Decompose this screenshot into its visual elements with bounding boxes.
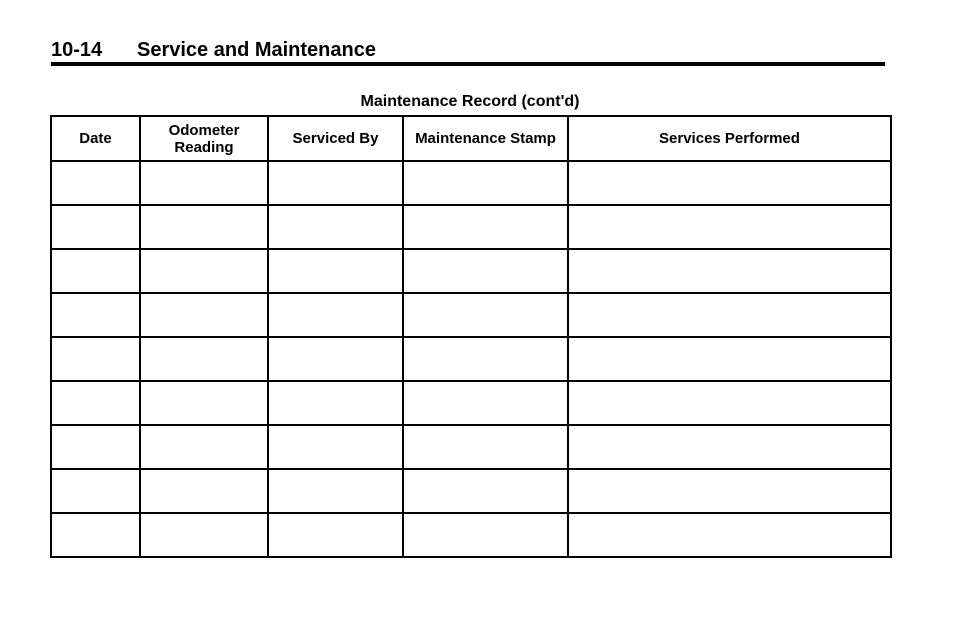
page-number: 10-14 (51, 39, 103, 61)
cell-odometer-reading (140, 161, 268, 205)
cell-serviced-by (268, 205, 403, 249)
table-caption: Maintenance Record (cont'd) (360, 93, 580, 110)
cell-services-performed (568, 381, 891, 425)
table-row (51, 249, 891, 293)
cell-services-performed (568, 293, 891, 337)
table-row (51, 161, 891, 205)
cell-maintenance-stamp (403, 205, 568, 249)
cell-maintenance-stamp (403, 293, 568, 337)
cell-date (51, 513, 140, 557)
header-rule (51, 62, 885, 66)
cell-serviced-by (268, 381, 403, 425)
cell-date (51, 337, 140, 381)
cell-services-performed (568, 161, 891, 205)
cell-serviced-by (268, 425, 403, 469)
table-row (51, 381, 891, 425)
column-header-maintenance-stamp: Maintenance Stamp (403, 116, 568, 161)
cell-services-performed (568, 249, 891, 293)
table-row (51, 425, 891, 469)
cell-date (51, 381, 140, 425)
table-row (51, 337, 891, 381)
cell-date (51, 205, 140, 249)
cell-maintenance-stamp (403, 381, 568, 425)
cell-services-performed (568, 469, 891, 513)
cell-odometer-reading (140, 293, 268, 337)
column-header-odometer-reading-label: Odometer Reading (168, 121, 240, 156)
cell-serviced-by (268, 293, 403, 337)
cell-maintenance-stamp (403, 249, 568, 293)
cell-maintenance-stamp (403, 469, 568, 513)
column-header-odometer-reading (140, 116, 268, 161)
table-row (51, 293, 891, 337)
table-row (51, 513, 891, 557)
column-header-services-performed: Services Performed (568, 116, 891, 161)
cell-odometer-reading (140, 469, 268, 513)
section-title: Service and Maintenance (137, 39, 376, 61)
cell-serviced-by (268, 337, 403, 381)
table-header-row (51, 116, 891, 161)
cell-serviced-by (268, 513, 403, 557)
cell-maintenance-stamp (403, 513, 568, 557)
cell-odometer-reading (140, 381, 268, 425)
table-row (51, 469, 891, 513)
cell-maintenance-stamp (403, 337, 568, 381)
cell-maintenance-stamp (403, 161, 568, 205)
cell-odometer-reading (140, 425, 268, 469)
cell-date (51, 425, 140, 469)
cell-odometer-reading (140, 337, 268, 381)
cell-maintenance-stamp (403, 425, 568, 469)
cell-date (51, 469, 140, 513)
cell-serviced-by (268, 249, 403, 293)
cell-serviced-by (268, 469, 403, 513)
cell-services-performed (568, 425, 891, 469)
cell-odometer-reading (140, 513, 268, 557)
cell-serviced-by (268, 161, 403, 205)
table-row (51, 205, 891, 249)
cell-odometer-reading (140, 249, 268, 293)
cell-date (51, 161, 140, 205)
column-header-date: Date (51, 116, 140, 161)
maintenance-record-table (50, 115, 892, 558)
cell-date (51, 249, 140, 293)
cell-services-performed (568, 513, 891, 557)
cell-services-performed (568, 205, 891, 249)
cell-odometer-reading (140, 205, 268, 249)
cell-date (51, 293, 140, 337)
cell-services-performed (568, 337, 891, 381)
column-header-serviced-by: Serviced By (268, 116, 403, 161)
